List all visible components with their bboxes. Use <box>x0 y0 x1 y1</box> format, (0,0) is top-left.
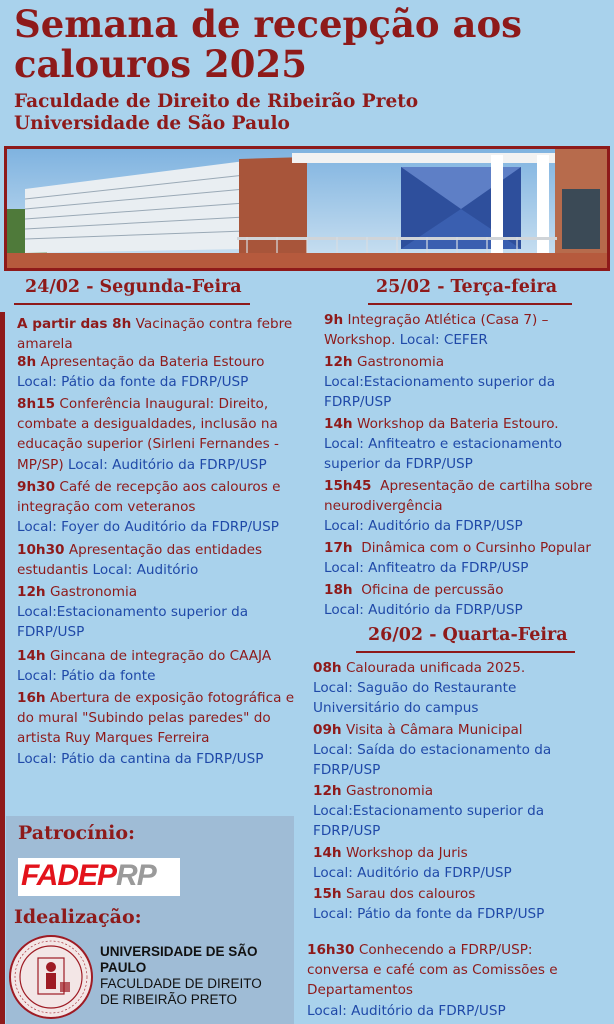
event-monday-2: 8h15 Conferência Inaugural: Direito, combate a desigualdades, inclusão na educação superior (Sirleni Fernandes - MP/SP) Local: Auditório da FDRP/USP <box>17 396 279 473</box>
fadep-wordmark <box>21 859 156 893</box>
event-tuesday-5: 18h Oficina de percussão Local: Auditório da FDRP/USP <box>324 582 523 619</box>
event-tuesday-4: 17h Dinâmica com o Cursinho Popular Local: Anfiteatro da FDRP/USP <box>324 540 591 577</box>
event-monday-0: A partir das 8h Vacinação contra febre amarela <box>17 316 293 353</box>
event-tuesday-3: 15h45 Apresentação de cartilha sobre neurodivergência Local: Auditório da FDRP/USP <box>324 478 593 535</box>
event-wednesday-4: 15h Sarau dos calouros Local: Pátio da fonte da FDRP/USP <box>313 886 545 923</box>
title-line-1: Semana de recepção aos <box>14 2 522 46</box>
event-tuesday-1: 12h Gastronomia Local:Estacionamento superior da FDRP/USP <box>324 354 556 411</box>
sponsor-label: Patrocínio: <box>18 822 136 844</box>
divider-wednesday <box>356 651 575 653</box>
divider-monday <box>14 303 250 305</box>
event-tuesday-2: 14h Workshop da Bateria Estouro. Local: Anfiteatro e estacionamento superior da FDRP/USP <box>324 416 563 473</box>
event-monday-6: 14h Gincana de integração do CAAJA Local: Pátio da fonte <box>17 648 272 685</box>
fadep-part2: RP <box>116 859 156 892</box>
usp-name-line-1: UNIVERSIDADE DE SÃO <box>100 944 258 959</box>
building-illustration <box>7 149 607 268</box>
fdrp-seal-icon <box>8 934 94 1020</box>
idealization-label: Idealização: <box>14 906 142 928</box>
event-wednesday-2: 12h Gastronomia Local:Estacionamento superior da FDRP/USP <box>313 783 545 840</box>
heading-monday: 24/02 - Segunda-Feira <box>25 277 242 297</box>
heading-tuesday: 25/02 - Terça-feira <box>376 277 558 297</box>
subtitle-line-1: Faculdade de Direito de Ribeirão Preto <box>14 91 419 112</box>
event-monday-3: 9h30 Café de recepção aos calouros e integração com veteranos Local: Foyer do Auditório da FDRP/USP <box>17 479 281 536</box>
fadep-part1: FADEP <box>21 859 117 892</box>
building-photo <box>4 146 610 271</box>
left-accent-bar <box>0 312 5 1024</box>
page-title <box>14 4 604 84</box>
event-monday-5: 12h Gastronomia Local:Estacionamento superior da FDRP/USP <box>17 584 249 641</box>
divider-tuesday <box>368 303 572 305</box>
event-wednesday-1: 09h Visita à Câmara Municipal Local: Saída do estacionamento da FDRP/USP <box>313 722 552 779</box>
event-wednesday-3: 14h Workshop da Juris Local: Auditório da FDRP/USP <box>313 845 512 882</box>
subtitle-line-2: Universidade de São Paulo <box>14 113 290 134</box>
event-wednesday-0: 08h Calourada unificada 2025. Local: Saguão do Restaurante Universitário do campus <box>313 660 526 717</box>
faculty-name-line-1: FACULDADE DE DIREITO <box>100 976 262 991</box>
event-monday-4: 10h30 Apresentação das entidades estudantis Local: Auditório <box>17 542 263 579</box>
heading-wednesday: 26/02 - Quarta-Feira <box>368 625 568 645</box>
event-monday-7: 16h Abertura de exposição fotográfica e do mural "Subindo pelas paredes" do artista Ruy Marques Ferreira Local: Pátio da cantina da FDRP/USP <box>17 690 295 767</box>
faculty-name-line-2: DE RIBEIRÃO PRETO <box>100 992 238 1007</box>
fadep-logo <box>18 858 180 896</box>
event-tuesday-0: 9h Integração Atlética (Casa 7) – Workshop. Local: CEFER <box>324 312 549 349</box>
event-wednesday-5: 16h30 Conhecendo a FDRP/USP: conversa e café com as Comissões e Departamentos Local: Auditório da FDRP/USP <box>307 942 558 1019</box>
title-line-2: calouros 2025 <box>14 42 308 86</box>
usp-name-line-2: PAULO <box>100 960 147 975</box>
event-monday-1: 8h Apresentação da Bateria Estouro Local: Pátio da fonte da FDRP/USP <box>17 354 265 391</box>
